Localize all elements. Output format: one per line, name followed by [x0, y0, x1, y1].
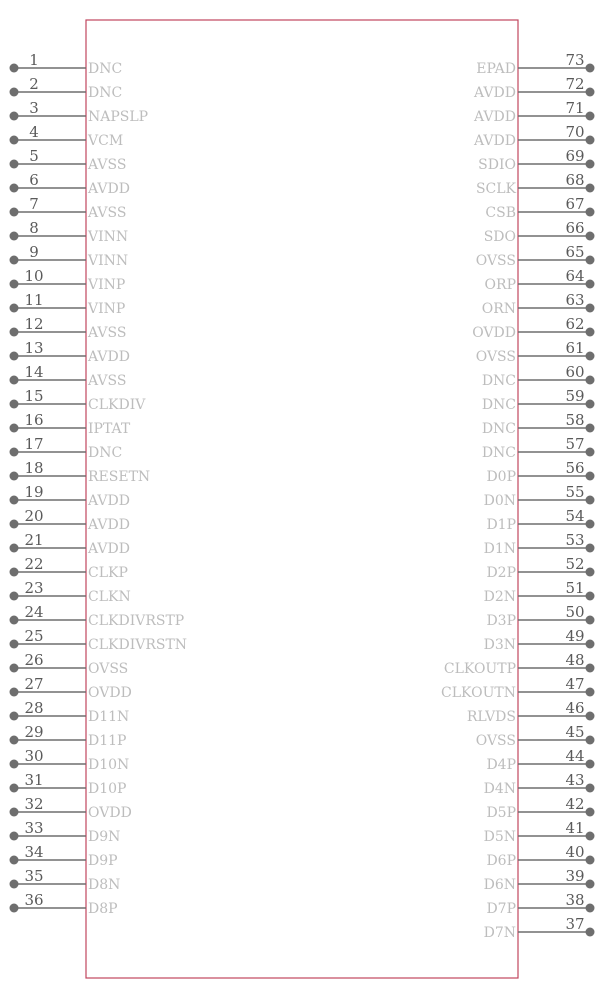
pin-number: 31	[24, 771, 44, 789]
pin-number: 44	[565, 747, 585, 765]
pin-69	[478, 147, 594, 173]
pin-number: 29	[24, 723, 44, 741]
pin-endpoint	[10, 760, 19, 769]
left-pin-group	[10, 51, 188, 917]
pin-endpoint	[10, 304, 19, 313]
pin-number: 62	[565, 315, 585, 333]
pin-name: D3P	[486, 613, 516, 629]
pin-number: 30	[24, 747, 44, 765]
pin-22	[10, 555, 128, 581]
pin-name: D9P	[88, 853, 118, 869]
pin-6	[10, 171, 130, 197]
pin-number: 19	[24, 483, 44, 501]
pin-34	[10, 843, 118, 869]
pin-number: 9	[29, 243, 39, 261]
pin-number: 43	[565, 771, 585, 789]
pin-number: 49	[565, 627, 585, 645]
pin-name: CLKDIV	[88, 397, 146, 413]
pin-number: 2	[29, 75, 39, 93]
pin-endpoint	[586, 328, 595, 337]
pin-endpoint	[10, 616, 19, 625]
pin-endpoint	[586, 736, 595, 745]
pin-endpoint	[10, 640, 19, 649]
pin-28	[10, 699, 130, 725]
pin-number: 14	[24, 363, 44, 381]
pin-name: OVSS	[475, 733, 516, 749]
pin-number: 37	[565, 915, 585, 933]
pin-number: 38	[565, 891, 585, 909]
pin-name: D1N	[483, 541, 516, 557]
pin-52	[486, 555, 594, 581]
pin-name: AVSS	[88, 325, 127, 341]
pin-number: 6	[29, 171, 39, 189]
pin-number: 1	[29, 51, 39, 69]
pin-number: 70	[565, 123, 585, 141]
pin-endpoint	[586, 712, 595, 721]
pin-name: OVSS	[475, 253, 516, 269]
pin-name: CLKOUTP	[443, 661, 516, 677]
pin-name: D5N	[483, 829, 516, 845]
pin-endpoint	[10, 736, 19, 745]
pin-5	[10, 147, 127, 173]
pin-endpoint	[10, 88, 19, 97]
pin-name: CSB	[485, 205, 516, 221]
pin-endpoint	[10, 688, 19, 697]
pin-endpoint	[10, 208, 19, 217]
pin-endpoint	[586, 544, 595, 553]
pin-48	[444, 651, 595, 677]
pin-number: 3	[29, 99, 39, 117]
pin-endpoint	[586, 760, 595, 769]
pin-name: AVDD	[88, 493, 130, 509]
pin-45	[476, 723, 595, 749]
pin-endpoint	[10, 808, 19, 817]
pin-name: AVDD	[474, 109, 516, 125]
pin-35	[10, 867, 121, 893]
pin-39	[484, 867, 595, 893]
pin-endpoint	[10, 232, 19, 241]
pin-number: 8	[29, 219, 39, 237]
pin-endpoint	[10, 568, 19, 577]
pin-number: 59	[565, 387, 585, 405]
pin-58	[482, 411, 595, 437]
pin-42	[486, 795, 594, 821]
pin-26	[10, 651, 129, 677]
pin-number: 51	[565, 579, 585, 597]
pin-number: 53	[565, 531, 585, 549]
pin-name: ORP	[484, 277, 516, 293]
pin-endpoint	[586, 520, 595, 529]
pin-number: 46	[565, 699, 585, 717]
pin-number: 12	[24, 315, 44, 333]
pin-13	[10, 339, 130, 365]
pin-3	[10, 99, 149, 125]
pin-endpoint	[10, 832, 19, 841]
pin-name: CLKOUTN	[441, 685, 516, 701]
pin-30	[10, 747, 130, 773]
pin-endpoint	[586, 496, 595, 505]
pin-name: D0P	[486, 469, 516, 485]
pin-53	[484, 531, 595, 557]
pin-number: 34	[24, 843, 44, 861]
pin-endpoint	[10, 784, 19, 793]
pin-51	[484, 579, 595, 605]
pin-endpoint	[10, 184, 19, 193]
pin-endpoint	[10, 880, 19, 889]
pin-number: 40	[565, 843, 585, 861]
pin-25	[10, 627, 188, 653]
pin-name: CLKDIVRSTP	[88, 613, 185, 629]
pin-name: OVDD	[472, 325, 516, 341]
pin-endpoint	[10, 448, 19, 457]
pin-number: 10	[24, 267, 44, 285]
pin-endpoint	[586, 160, 595, 169]
pin-72	[473, 75, 594, 101]
pin-31	[10, 771, 127, 797]
pin-name: AVDD	[88, 349, 130, 365]
pin-endpoint	[10, 160, 19, 169]
pin-name: RESETN	[88, 469, 151, 485]
pin-name: CLKP	[88, 565, 128, 581]
pin-number: 41	[565, 819, 585, 837]
pin-number: 4	[29, 123, 39, 141]
pin-endpoint	[10, 112, 19, 121]
pin-number: 73	[565, 51, 585, 69]
pin-name: CLKDIVRSTN	[88, 637, 188, 653]
pin-endpoint	[586, 928, 595, 937]
pin-number: 42	[565, 795, 585, 813]
pin-endpoint	[586, 376, 595, 385]
pin-number: 24	[24, 603, 44, 621]
pin-number: 36	[24, 891, 44, 909]
pin-name: D7N	[483, 925, 516, 941]
pin-43	[484, 771, 595, 797]
pin-number: 20	[24, 507, 44, 525]
pin-24	[10, 603, 185, 629]
pin-37	[484, 915, 595, 941]
pin-endpoint	[586, 568, 595, 577]
pin-name: D11N	[88, 709, 130, 725]
pin-name: D0N	[483, 493, 516, 509]
pin-number: 48	[565, 651, 585, 669]
pin-36	[10, 891, 118, 917]
pin-endpoint	[586, 832, 595, 841]
pin-endpoint	[10, 352, 19, 361]
pin-name: VINP	[88, 277, 126, 293]
pin-65	[476, 243, 595, 269]
pin-name: D8N	[88, 877, 121, 893]
pin-21	[10, 531, 130, 557]
pin-endpoint	[10, 592, 19, 601]
pin-endpoint	[586, 616, 595, 625]
pin-name: ORN	[481, 301, 516, 317]
pin-8	[10, 219, 129, 245]
pin-29	[10, 723, 127, 749]
pin-number: 54	[565, 507, 585, 525]
pin-name: DNC	[481, 397, 516, 413]
pin-name: AVDD	[474, 85, 516, 101]
pin-61	[476, 339, 595, 365]
pin-name: D6P	[486, 853, 516, 869]
pin-endpoint	[10, 520, 19, 529]
pin-endpoint	[586, 184, 595, 193]
pin-73	[476, 51, 594, 77]
pin-number: 60	[565, 363, 585, 381]
pin-17	[10, 435, 123, 461]
pin-endpoint	[586, 856, 595, 865]
pin-9	[10, 243, 129, 269]
pin-number: 67	[565, 195, 585, 213]
pin-name: OVDD	[88, 685, 132, 701]
pin-endpoint	[586, 208, 595, 217]
pin-number: 68	[565, 171, 585, 189]
pin-name: DNC	[481, 373, 516, 389]
pin-endpoint	[586, 880, 595, 889]
pin-name: IPTAT	[88, 421, 131, 437]
pin-endpoint	[10, 280, 19, 289]
pin-endpoint	[10, 328, 19, 337]
pin-number: 7	[29, 195, 39, 213]
pin-number: 63	[565, 291, 585, 309]
pin-name: D8P	[88, 901, 118, 917]
pin-name: CLKN	[88, 589, 131, 605]
pin-number: 21	[24, 531, 44, 549]
pin-number: 64	[565, 267, 585, 285]
pin-name: DNC	[481, 421, 516, 437]
pin-number: 11	[24, 291, 44, 309]
pin-2	[10, 75, 123, 101]
pin-name: DNC	[88, 61, 123, 77]
pin-name: DNC	[88, 445, 123, 461]
pin-40	[486, 843, 594, 869]
pin-number: 47	[565, 675, 585, 693]
pin-name: OVSS	[475, 349, 516, 365]
pin-19	[10, 483, 130, 509]
pin-62	[472, 315, 594, 341]
pin-number: 15	[24, 387, 44, 405]
pin-endpoint	[586, 112, 595, 121]
pin-46	[467, 699, 595, 725]
pin-number: 65	[565, 243, 585, 261]
pin-name: VINN	[88, 253, 129, 269]
pin-name: VINN	[88, 229, 129, 245]
pin-63	[482, 291, 595, 317]
pin-endpoint	[586, 256, 595, 265]
pin-number: 52	[565, 555, 585, 573]
pin-name: RLVDS	[466, 709, 516, 725]
pin-endpoint	[10, 424, 19, 433]
pin-endpoint	[586, 592, 595, 601]
pin-endpoint	[10, 376, 19, 385]
pin-66	[484, 219, 595, 245]
pin-59	[482, 387, 595, 413]
pin-number: 18	[24, 459, 44, 477]
pin-number: 35	[24, 867, 44, 885]
pin-name: AVSS	[88, 373, 127, 389]
pin-14	[10, 363, 127, 389]
pin-name: D2P	[486, 565, 516, 581]
pin-number: 27	[24, 675, 44, 693]
pin-18	[10, 459, 151, 485]
pin-number: 5	[29, 147, 39, 165]
pin-32	[10, 795, 132, 821]
pin-name: DNC	[481, 445, 516, 461]
pin-54	[486, 507, 594, 533]
pin-number: 50	[565, 603, 585, 621]
pin-endpoint	[586, 304, 595, 313]
pin-name: D10N	[88, 757, 130, 773]
pin-33	[10, 819, 121, 845]
pin-name: EPAD	[476, 61, 516, 77]
pin-20	[10, 507, 130, 533]
pin-number: 66	[565, 219, 585, 237]
pin-number: 25	[24, 627, 44, 645]
pin-name: D7P	[486, 901, 516, 917]
pin-7	[10, 195, 127, 221]
pin-55	[484, 483, 595, 509]
pin-number: 13	[24, 339, 44, 357]
pin-name: D3N	[483, 637, 516, 653]
pin-endpoint	[586, 424, 595, 433]
pin-name: D10P	[88, 781, 127, 797]
pin-name: AVDD	[88, 181, 130, 197]
pin-name: D1P	[486, 517, 516, 533]
pin-endpoint	[586, 64, 595, 73]
pin-67	[485, 195, 594, 221]
pin-16	[10, 411, 131, 437]
pin-number: 56	[565, 459, 585, 477]
ic-body-outline	[86, 20, 518, 978]
pin-endpoint	[10, 856, 19, 865]
pin-endpoint	[586, 472, 595, 481]
pin-number: 58	[565, 411, 585, 429]
pin-endpoint	[586, 688, 595, 697]
pin-endpoint	[586, 904, 595, 913]
pin-endpoint	[586, 640, 595, 649]
pin-endpoint	[10, 664, 19, 673]
pin-name: OVDD	[88, 805, 132, 821]
pin-name: D4N	[483, 781, 516, 797]
pin-endpoint	[586, 352, 595, 361]
pin-name: AVSS	[88, 157, 127, 173]
pin-number: 39	[565, 867, 585, 885]
pin-endpoint	[10, 64, 19, 73]
pin-number: 69	[565, 147, 585, 165]
pin-name: SDO	[483, 229, 516, 245]
pin-name: AVSS	[88, 205, 127, 221]
pin-endpoint	[586, 280, 595, 289]
pin-endpoint	[586, 784, 595, 793]
pin-endpoint	[10, 136, 19, 145]
pin-64	[485, 267, 595, 293]
pin-name: SCLK	[475, 181, 516, 197]
pin-number: 61	[565, 339, 585, 357]
pin-44	[486, 747, 594, 773]
pin-56	[486, 459, 594, 485]
pin-endpoint	[10, 904, 19, 913]
pin-endpoint	[586, 88, 595, 97]
pin-endpoint	[10, 472, 19, 481]
pin-name: OVSS	[88, 661, 129, 677]
pin-name: VCM	[88, 133, 124, 149]
pin-endpoint	[10, 400, 19, 409]
pin-1	[10, 51, 123, 77]
pin-71	[473, 99, 594, 125]
pin-10	[10, 267, 126, 293]
pin-endpoint	[586, 664, 595, 673]
pin-number: 32	[24, 795, 44, 813]
pin-endpoint	[10, 256, 19, 265]
pin-name: AVDD	[88, 541, 130, 557]
pin-endpoint	[586, 136, 595, 145]
pin-name: AVDD	[88, 517, 130, 533]
pin-12	[10, 315, 127, 341]
pin-68	[476, 171, 595, 197]
pin-4	[10, 123, 124, 149]
pin-number: 26	[24, 651, 44, 669]
pin-endpoint	[586, 808, 595, 817]
pin-41	[484, 819, 595, 845]
pin-number: 72	[565, 75, 585, 93]
pin-name: D5P	[486, 805, 516, 821]
pin-endpoint	[586, 232, 595, 241]
pin-endpoint	[10, 712, 19, 721]
pin-number: 57	[565, 435, 585, 453]
pin-number: 28	[24, 699, 44, 717]
pin-name: DNC	[88, 85, 123, 101]
pin-23	[10, 579, 131, 605]
pin-name: D6N	[483, 877, 516, 893]
pin-name: NAPSLP	[88, 109, 149, 125]
pin-70	[473, 123, 594, 149]
pin-number: 23	[24, 579, 44, 597]
pin-50	[486, 603, 594, 629]
pin-38	[486, 891, 594, 917]
pin-number: 45	[565, 723, 585, 741]
pin-endpoint	[10, 496, 19, 505]
pin-name: AVDD	[474, 133, 516, 149]
pin-endpoint	[10, 544, 19, 553]
pin-11	[10, 291, 126, 317]
pin-endpoint	[586, 448, 595, 457]
pin-number: 71	[565, 99, 585, 117]
pin-endpoint	[586, 400, 595, 409]
pin-number: 33	[24, 819, 44, 837]
pin-27	[10, 675, 132, 701]
pin-60	[482, 363, 595, 389]
pin-49	[484, 627, 595, 653]
pin-number: 55	[565, 483, 585, 501]
pin-number: 16	[24, 411, 44, 429]
pin-name: SDIO	[478, 157, 516, 173]
pin-name: VINP	[88, 301, 126, 317]
pin-name: D2N	[483, 589, 516, 605]
pin-name: D4P	[486, 757, 516, 773]
pin-number: 17	[24, 435, 44, 453]
pin-name: D11P	[88, 733, 127, 749]
pin-57	[482, 435, 595, 461]
pin-name: D9N	[88, 829, 121, 845]
pin-number: 22	[24, 555, 44, 573]
pin-15	[10, 387, 147, 413]
